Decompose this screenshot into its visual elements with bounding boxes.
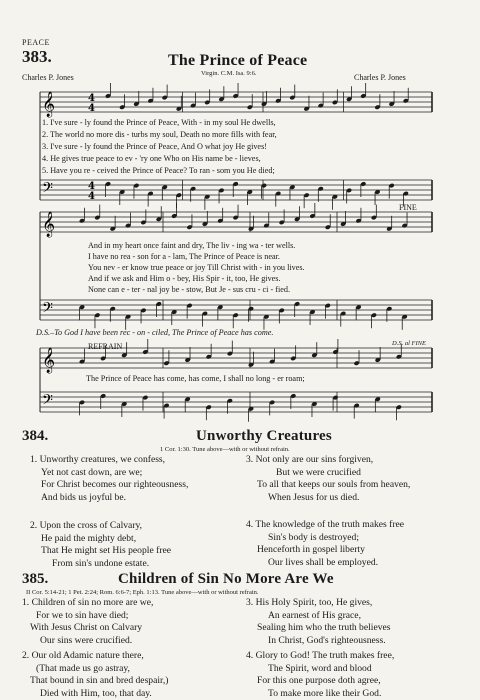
hymn-number: 383.	[22, 47, 52, 66]
hymn-title: The Prince of Peace	[168, 52, 308, 69]
time-signature: 4	[88, 93, 95, 104]
system-3-bass-clef: 𝄢	[42, 392, 53, 412]
time-signature: 4	[88, 181, 95, 192]
meter-reference: Virgin. C.M. Isa. 9:6.	[201, 70, 257, 77]
hymn-title-385: Children of Sin No More Are We	[118, 571, 334, 587]
system-3-bass-staff	[40, 392, 432, 412]
system-3-treble-clef: 𝄞	[42, 348, 56, 373]
scripture-ref-385: II Cor. 5:14-21; 1 Pet. 2:24; Rom. 6:6-7; Eph. 1:13. Tune above—with or without refrain.	[26, 589, 259, 596]
verse-385-3: 3. His Holy Spirit, too, He gives, An earnest of His grace, Sealing him who the truth believes In Christ, God's righteousness.	[246, 597, 391, 646]
system-1-treble-clef: 𝄞	[42, 92, 56, 117]
time-signature: 4	[88, 103, 95, 114]
verse-1-line: 1. I've sure - ly found the Prince of Peace, With - in my soul He dwells,	[42, 118, 276, 127]
system-2-treble-clef: 𝄞	[42, 212, 56, 237]
composer-left: Charles P. Jones	[22, 73, 74, 82]
verse-4-line-b: And if we ask and Him o - bey, His Spir - it, too, He gives.	[88, 274, 281, 283]
refrain-lyrics: The Prince of Peace has come, has come, I shall no long - er roam;	[86, 374, 305, 383]
system-2-bass-clef: 𝄢	[42, 300, 53, 320]
author-right: Charles P. Jones	[354, 73, 406, 82]
verse-385-4: 4. Glory to God! The truth makes free, The Spirit, word and blood For this one purpose doth agree, To make more like their God.	[246, 650, 395, 699]
verse-384-3: 3. Not only are our sins forgiven, But we were crucified To all that keeps our souls from heaven, When Jesus for us died.	[246, 454, 411, 503]
verse-384-4: 4. The knowledge of the truth makes free Sin's body is destroyed; Henceforth in gospel liberty Our lives shall be employed.	[246, 519, 405, 568]
system-2-treble-staff	[40, 212, 432, 232]
fine-marker: FINE	[399, 203, 417, 212]
verse-2-line-b: I have no rea - son for a - lam, The Prince of Peace is near.	[88, 252, 280, 261]
hymn-number-384: 384.	[22, 428, 49, 444]
ds-al-fine: D.S. al FINE	[392, 340, 426, 347]
verse-4-line: 4. He gives true peace to ev - 'ry one Who on His name be - lieves,	[42, 154, 261, 163]
ds-line: D.S.–To God I have been rec - on - ciled, The Prince of Peace has come.	[36, 328, 274, 337]
hymn-title-384: Unworthy Creatures	[196, 428, 332, 444]
verse-384-2: 2. Upon the cross of Calvary, He paid the mighty debt, That He might set His people free From sin's undone estate.	[30, 520, 172, 569]
verse-385-2: 2. Our old Adamic nature there, (That made us go astray, That bound in sin and bred despair,) Died with Him, too, that day.	[22, 650, 169, 699]
verse-384-1: 1. Unworthy creatures, we confess, Yet not cast down, are we; For Christ becomes our righteousness, And bids us joyful be.	[30, 454, 189, 503]
verse-385-1: 1. Children of sin no more are we, For we to sin have died; With Jesus Christ on Calvary Our sins were crucified.	[22, 597, 154, 646]
category-label: PEACE	[22, 38, 50, 47]
system-3-treble-staff	[40, 348, 432, 368]
hymn-number-385: 385.	[22, 571, 49, 587]
scripture-ref-384: 1 Cor. 1:30. Tune above—with or without refrain.	[160, 446, 290, 453]
verse-5-line: 5. Have you re - ceived the Prince of Peace? To ran - som you He died;	[42, 166, 275, 175]
system-1-bass-clef: 𝄢	[42, 180, 53, 200]
verse-1-line-b: And in my heart once faint and dry, The liv - ing wa - ter wells.	[88, 241, 296, 250]
time-signature: 4	[88, 191, 95, 202]
verse-2-line: 2. The world no more dis - turbs my soul, Death no more fills with fear,	[42, 130, 277, 139]
verse-3-line: 3. I've sure - ly found the Prince of Peace, And O what joy He gives!	[42, 142, 267, 151]
verse-3-line-b: You nev - er know true peace or joy Till Christ with - in you lives.	[88, 263, 305, 272]
refrain-label: REFRAIN	[88, 342, 123, 351]
verse-5-line-b: None can e - ter - nal joy be - stow, But Je - sus cru - ci - fied.	[88, 285, 291, 294]
